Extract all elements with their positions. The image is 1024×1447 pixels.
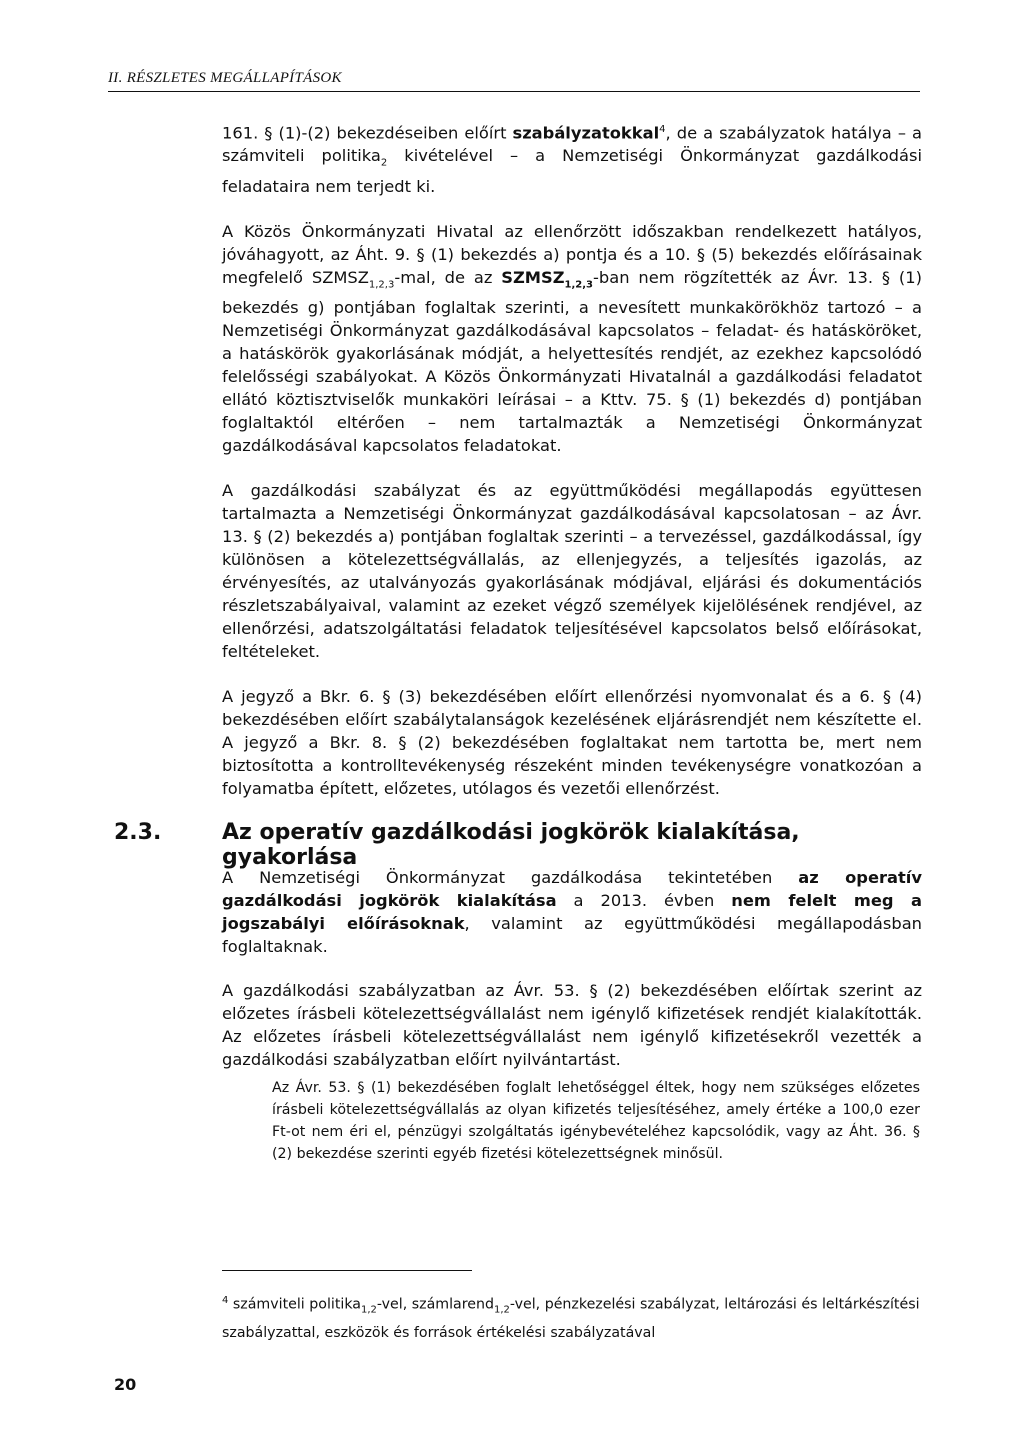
footnote-number: 4 bbox=[222, 1295, 229, 1306]
paragraph-gazdalkodasi-szabalyzat: A gazdálkodási szabályzat és az együttműködési megállapodás együttesen tartalmazta a Nemzetiségi Önkormányzat gazdálkodásával kapcsolatosan – az Ávr. 13. § (2) bekezdés a) pontjában foglaltak szerinti – a tervezéssel, gazdálkodással, így különösen a kötelezettségvállalás, az ellenjegyzés, a teljesítés igazolás, az érvényesítés, az utalványozás gyakorlásának módjával, eljárási és dokumentációs részletszabályaival, valamint az ezeket végző személyek kijelölésének rendjével, az ellenőrzési, adatszolgáltatási feladatok teljesítésével kapcsolatos belső előírásokat, feltételeket. bbox=[222, 480, 922, 661]
text-run: kivételével – a Nemzetiségi Önkormányzat gazdálkodási feladataira nem terjedt ki. bbox=[222, 146, 922, 196]
paragraph-operativ bbox=[222, 866, 922, 958]
page-number: 20 bbox=[114, 1375, 137, 1394]
text-run: számviteli politika bbox=[228, 1296, 361, 1313]
bold-term: szabályzatokkal bbox=[512, 123, 660, 143]
subscript: 1,2,3 bbox=[564, 278, 594, 290]
section-number: 2.3. bbox=[114, 820, 162, 845]
subscript: 1,2,3 bbox=[368, 278, 395, 290]
text-run: -ban nem rögzítették az Ávr. 13. § (1) bekezdés g) pontjában foglaltak szerinti, a nevesített munkakörökhöz tartozó – a Nemzetiségi Önkormányzat gazdálkodásával kapcsolatos – feladat- és hatásköröket, a hatáskörök gyakorlásának módját, a helyettesítés rendjét, az ezekhez kapcsolódó felelősségi szabályokat. A Közös Önkormányzati Hivatalnál a gazdálkodási feladatot ellátó köztisztviselők munkaköri leírásai – a Kttv. 75. § (1) bekezdés d) pontjában foglaltaktól eltérően – nem tartalmazták a Nemzetiségi Önkormányzat gazdálkodásával kapcsolatos feladatokat. bbox=[222, 267, 922, 455]
section-content bbox=[222, 866, 922, 1092]
text-run: A Közös Önkormányzati Hivatal az ellenőrzött időszakban rendelkezett hatályos, jóváhagyott, az Áht. 9. § (1) bekezdés a) pontja és a 10. § (5) bekezdés előírásainak megfelelő SZMSZ bbox=[222, 221, 922, 287]
running-header-title: II. RÉSZLETES MEGÁLLAPÍTÁSOK bbox=[108, 70, 342, 86]
text-run: -mal, de az bbox=[394, 267, 502, 287]
subscript: 1,2 bbox=[493, 1304, 510, 1316]
text-run: -vel, számlarend bbox=[376, 1296, 494, 1313]
bold-term: az operatív gazdálkodási jogkörök kialakítása bbox=[222, 868, 922, 910]
subscript: 1,2 bbox=[361, 1304, 377, 1316]
section-title: Az operatív gazdálkodási jogkörök kialakítása, gyakorlása bbox=[222, 820, 800, 870]
subscript: 2 bbox=[380, 157, 388, 169]
text-run: 161. § (1)-(2) bekezdéseiben előírt bbox=[222, 123, 513, 143]
paragraph-161 bbox=[222, 118, 922, 198]
text-run: a 2013. évben bbox=[556, 891, 732, 910]
footnote-ref[interactable]: 4 bbox=[659, 124, 666, 135]
text-run: , valamint az együttműködési megállapodásban foglaltaknak. bbox=[222, 914, 922, 956]
footnote-divider bbox=[222, 1270, 472, 1271]
paragraph-hivatal bbox=[222, 220, 922, 457]
indented-note: Az Ávr. 53. § (1) bekezdésében foglalt lehetőséggel éltek, hogy nem szükséges előzetes írásbeli kötelezettségvállalás az olyan kifizetés teljesítéséhez, amely értéke a 100,0 ezer Ft-ot nem éri el, pénzügyi szolgáltatás igénybevételéhez kapcsolódik, vagy az Áht. 36. § (2) bekezdése szerinti egyéb fizetési kötelezettségnek minősül. bbox=[272, 1080, 920, 1162]
main-content bbox=[222, 118, 922, 822]
text-run: A Nemzetiségi Önkormányzat gazdálkodása tekintetében bbox=[222, 868, 799, 887]
bold-term: SZMSZ bbox=[501, 267, 565, 287]
running-header bbox=[108, 70, 920, 92]
footnote bbox=[222, 1290, 922, 1344]
paragraph-kifizetesek: A gazdálkodási szabályzatban az Ávr. 53. § (2) bekezdésében előírtak szerint az előzetes írásbeli kötelezettségvállalást nem igénylő kifizetések rendjét kialakították. Az előzetes írásbeli kötelezettségvállalást nem igénylő kifizetésekről vezették a gazdálkodási szabályzatban előírt nyilvántartást. bbox=[222, 981, 922, 1069]
text-run: , de a szabályzatok hatálya – a számviteli politika bbox=[222, 123, 922, 166]
paragraph-jegyzo: A jegyző a Bkr. 6. § (3) bekezdésében előírt ellenőrzési nyomvonalat és a 6. § (4) bekezdésében előírt szabálytalanságok kezelésének eljárásrendjét nem készítette el. A jegyző a Bkr. 8. § (2) bekezdésében foglaltakat nem tartotta be, mert nem biztosította a kontrolltevékenység részeként minden tevékenységre vonatkozóan a folyamatba épített, előzetes, utólagos és vezetői ellenőrzést. bbox=[222, 686, 922, 798]
text-run: -vel, pénzkezelési szabályzat, leltározási és leltárkészítési szabályzattal, eszközök és források értékelési szabályzatával bbox=[222, 1296, 920, 1341]
bold-term: nem felelt meg a jogszabályi előírásoknak bbox=[222, 891, 922, 933]
